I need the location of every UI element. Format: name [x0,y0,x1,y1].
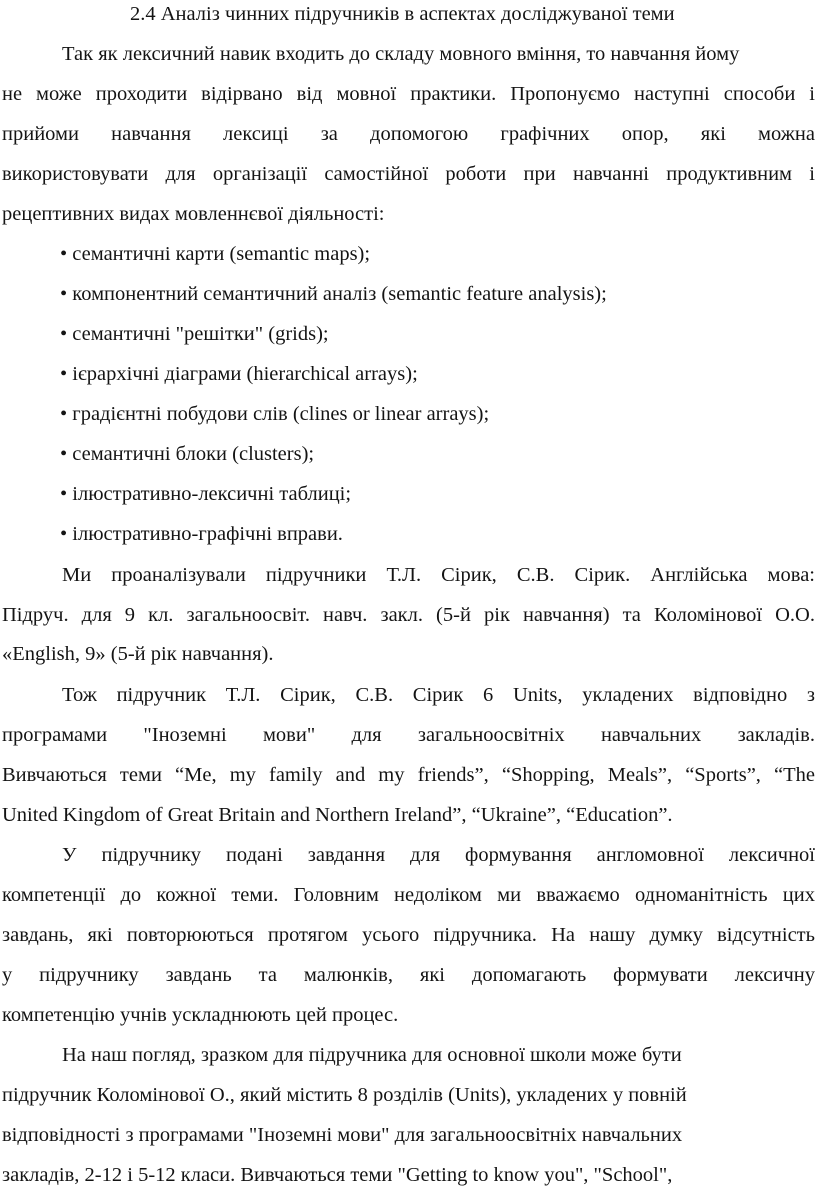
bullet-item: • семантичні карти (semantic maps); [60,243,371,265]
section-heading: 2.4 Аналіз чинних підручників в аспектах досліджуваної теми [130,3,675,25]
paragraph-2-line-2: Підруч. для 9 кл. загальноосвіт. навч. закл. (5-й рік навчання) та Коломінової О.О. [2,604,815,626]
bullet-item: • компонентний семантичний аналіз (semantic feature analysis); [60,283,607,305]
paragraph-4-line-2: компетенції до кожної теми. Головним недоліком ми вважаємо одноманітність цих [2,884,815,906]
paragraph-3-line-3: Вивчаються теми “Me, my family and my friends”, “Shopping, Meals”, “Sports”, “The [2,764,815,786]
bullet-item: • ілюстративно-лексичні таблиці; [60,483,352,505]
paragraph-1-line-4: використовувати для організації самостійної роботи при навчанні продуктивним і [2,163,815,185]
paragraph-3-line-2: програмами "Іноземні мови" для загальноосвітніх навчальних закладів. [2,724,815,746]
paragraph-1-line-2: не може проходити відірвано від мовної практики. Пропонуємо наступні способи і [2,83,815,105]
bullet-item: • семантичні блоки (clusters); [60,443,315,465]
paragraph-1-line-5: рецептивних видах мовленнєвої діяльності: [2,203,385,225]
bullet-item: • градієнтні побудови слів (clines or linear arrays); [60,403,490,425]
bullet-item: • ілюстративно-графічні вправи. [60,523,343,545]
paragraph-3-line-4: United Kingdom of Great Britain and Northern Ireland”, “Ukraine”, “Education”. [2,804,673,826]
paragraph-5-line-4: закладів, 2-12 і 5-12 класи. Вивчаються теми "Getting to know you", "School", [2,1164,673,1186]
paragraph-4-line-1: У підручнику подані завдання для формування англомовної лексичної [62,844,815,866]
paragraph-4-line-5: компетенцію учнів ускладнюють цей процес. [2,1004,399,1026]
paragraph-1-line-3: прийоми навчання лексиці за допомогою графічних опор, які можна [2,123,815,145]
paragraph-2-line-1: Ми проаналізували підручники Т.Л. Сірик, С.В. Сірик. Англійська мова: [62,564,815,586]
paragraph-5-line-1: На наш погляд, зразком для підручника для основної школи може бути [62,1044,682,1066]
paragraph-1-line-1: Так як лексичний навик входить до складу мовного вміння, то навчання йому [62,43,740,65]
paragraph-3-line-1: Тож підручник Т.Л. Сірик, С.В. Сірик 6 Units, укладених відповідно з [62,684,815,706]
bullet-item: • семантичні "решітки" (grids); [60,323,329,345]
paragraph-5-line-2: підручник Коломінової О., який містить 8 розділів (Units), укладених у повній [2,1084,687,1106]
paragraph-2-line-3: «English, 9» (5-й рік навчання). [2,643,274,665]
paragraph-4-line-3: завдань, які повторюються протягом усього підручника. На нашу думку відсутність [2,924,815,946]
bullet-item: • ієрархічні діаграми (hierarchical arrays); [60,363,418,385]
paragraph-5-line-3: відповідності з програмами "Іноземні мови" для загальноосвітніх навчальних [2,1124,683,1146]
paragraph-4-line-4: у підручнику завдань та малюнків, які допомагають формувати лексичну [2,964,815,986]
